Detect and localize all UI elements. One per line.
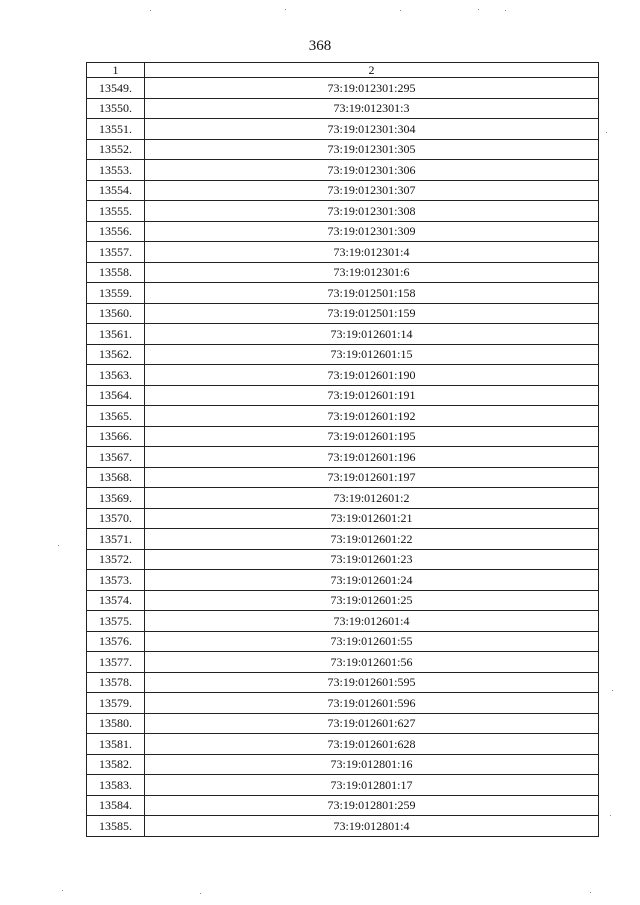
cadastral-number-cell: 73:19:012601:56 <box>145 652 599 673</box>
row-number-cell: 13577. <box>87 652 145 673</box>
cadastral-number-cell: 73:19:012601:197 <box>145 467 599 488</box>
row-number-cell: 13581. <box>87 734 145 755</box>
table-row <box>87 611 599 632</box>
cadastral-number-table <box>86 62 599 837</box>
row-number-cell: 13573. <box>87 570 145 591</box>
table-row <box>87 303 599 324</box>
cadastral-number-cell: 73:19:012601:595 <box>145 672 599 693</box>
table-row <box>87 221 599 242</box>
cadastral-number-cell: 73:19:012601:22 <box>145 529 599 550</box>
cadastral-number-cell: 73:19:012601:14 <box>145 324 599 345</box>
row-number-cell: 13575. <box>87 611 145 632</box>
cadastral-number-cell: 73:19:012301:306 <box>145 160 599 181</box>
cadastral-number-cell: 73:19:012601:192 <box>145 406 599 427</box>
cadastral-number-cell: 73:19:012801:17 <box>145 775 599 796</box>
cadastral-number-cell: 73:19:012301:295 <box>145 78 599 99</box>
cadastral-number-cell: 73:19:012601:628 <box>145 734 599 755</box>
table-row <box>87 78 599 99</box>
row-number-cell: 13582. <box>87 754 145 775</box>
row-number-cell: 13562. <box>87 344 145 365</box>
cadastral-number-cell: 73:19:012601:2 <box>145 488 599 509</box>
row-number-cell: 13579. <box>87 693 145 714</box>
table-row <box>87 734 599 755</box>
page-number: 368 <box>308 38 332 54</box>
table-row <box>87 262 599 283</box>
table-row <box>87 590 599 611</box>
table-row <box>87 529 599 550</box>
cadastral-number-cell: 73:19:012601:23 <box>145 549 599 570</box>
row-number-cell: 13551. <box>87 119 145 140</box>
table-row <box>87 426 599 447</box>
cadastral-number-cell: 73:19:012601:196 <box>145 447 599 468</box>
table-row <box>87 775 599 796</box>
table-row <box>87 467 599 488</box>
row-number-cell: 13578. <box>87 672 145 693</box>
row-number-cell: 13567. <box>87 447 145 468</box>
row-number-cell: 13557. <box>87 242 145 263</box>
cadastral-number-cell: 73:19:012601:25 <box>145 590 599 611</box>
table-row <box>87 180 599 201</box>
row-number-cell: 13552. <box>87 139 145 160</box>
cadastral-number-cell: 73:19:012601:15 <box>145 344 599 365</box>
table-row <box>87 160 599 181</box>
cadastral-number-cell: 73:19:012301:6 <box>145 262 599 283</box>
row-number-cell: 13565. <box>87 406 145 427</box>
row-number-cell: 13574. <box>87 590 145 611</box>
table-row <box>87 795 599 816</box>
table-row <box>87 365 599 386</box>
table-row <box>87 488 599 509</box>
row-number-cell: 13571. <box>87 529 145 550</box>
row-number-cell: 13549. <box>87 78 145 99</box>
table-row <box>87 242 599 263</box>
table-row <box>87 283 599 304</box>
row-number-cell: 13561. <box>87 324 145 345</box>
row-number-cell: 13576. <box>87 631 145 652</box>
column-header-number: 1 <box>87 63 145 78</box>
row-number-cell: 13569. <box>87 488 145 509</box>
cadastral-number-cell: 73:19:012601:21 <box>145 508 599 529</box>
table-row <box>87 447 599 468</box>
row-number-cell: 13570. <box>87 508 145 529</box>
cadastral-number-cell: 73:19:012601:627 <box>145 713 599 734</box>
cadastral-number-cell: 73:19:012601:191 <box>145 385 599 406</box>
cadastral-number-cell: 73:19:012801:259 <box>145 795 599 816</box>
table-row <box>87 549 599 570</box>
cadastral-number-cell: 73:19:012601:596 <box>145 693 599 714</box>
row-number-cell: 13553. <box>87 160 145 181</box>
cadastral-number-cell: 73:19:012301:309 <box>145 221 599 242</box>
table-header-row <box>87 63 599 78</box>
row-number-cell: 13568. <box>87 467 145 488</box>
cadastral-number-cell: 73:19:012301:308 <box>145 201 599 222</box>
cadastral-number-cell: 73:19:012801:16 <box>145 754 599 775</box>
row-number-cell: 13558. <box>87 262 145 283</box>
table-row <box>87 652 599 673</box>
table-row <box>87 631 599 652</box>
row-number-cell: 13566. <box>87 426 145 447</box>
row-number-cell: 13555. <box>87 201 145 222</box>
row-number-cell: 13550. <box>87 98 145 119</box>
row-number-cell: 13559. <box>87 283 145 304</box>
table-row <box>87 201 599 222</box>
table-row <box>87 508 599 529</box>
row-number-cell: 13583. <box>87 775 145 796</box>
table-row <box>87 119 599 140</box>
cadastral-number-cell: 73:19:012601:195 <box>145 426 599 447</box>
row-number-cell: 13585. <box>87 816 145 837</box>
table-row <box>87 406 599 427</box>
table-row <box>87 672 599 693</box>
table-row <box>87 713 599 734</box>
table-row <box>87 344 599 365</box>
cadastral-number-cell: 73:19:012601:4 <box>145 611 599 632</box>
row-number-cell: 13556. <box>87 221 145 242</box>
table-row <box>87 693 599 714</box>
cadastral-number-cell: 73:19:012501:159 <box>145 303 599 324</box>
cadastral-number-cell: 73:19:012301:3 <box>145 98 599 119</box>
cadastral-number-cell: 73:19:012501:158 <box>145 283 599 304</box>
row-number-cell: 13563. <box>87 365 145 386</box>
table-row <box>87 98 599 119</box>
cadastral-number-cell: 73:19:012301:4 <box>145 242 599 263</box>
cadastral-number-cell: 73:19:012601:55 <box>145 631 599 652</box>
table-row <box>87 324 599 345</box>
row-number-cell: 13554. <box>87 180 145 201</box>
table-row <box>87 570 599 591</box>
column-header-cadastral: 2 <box>145 63 599 78</box>
row-number-cell: 13560. <box>87 303 145 324</box>
row-number-cell: 13564. <box>87 385 145 406</box>
cadastral-number-cell: 73:19:012301:307 <box>145 180 599 201</box>
cadastral-number-cell: 73:19:012801:4 <box>145 816 599 837</box>
table-row <box>87 754 599 775</box>
cadastral-number-cell: 73:19:012601:24 <box>145 570 599 591</box>
row-number-cell: 13572. <box>87 549 145 570</box>
table-row <box>87 139 599 160</box>
table-row <box>87 816 599 837</box>
table-body <box>87 78 599 837</box>
row-number-cell: 13584. <box>87 795 145 816</box>
row-number-cell: 13580. <box>87 713 145 734</box>
cadastral-number-cell: 73:19:012301:305 <box>145 139 599 160</box>
cadastral-number-cell: 73:19:012301:304 <box>145 119 599 140</box>
cadastral-number-cell: 73:19:012601:190 <box>145 365 599 386</box>
table-row <box>87 385 599 406</box>
